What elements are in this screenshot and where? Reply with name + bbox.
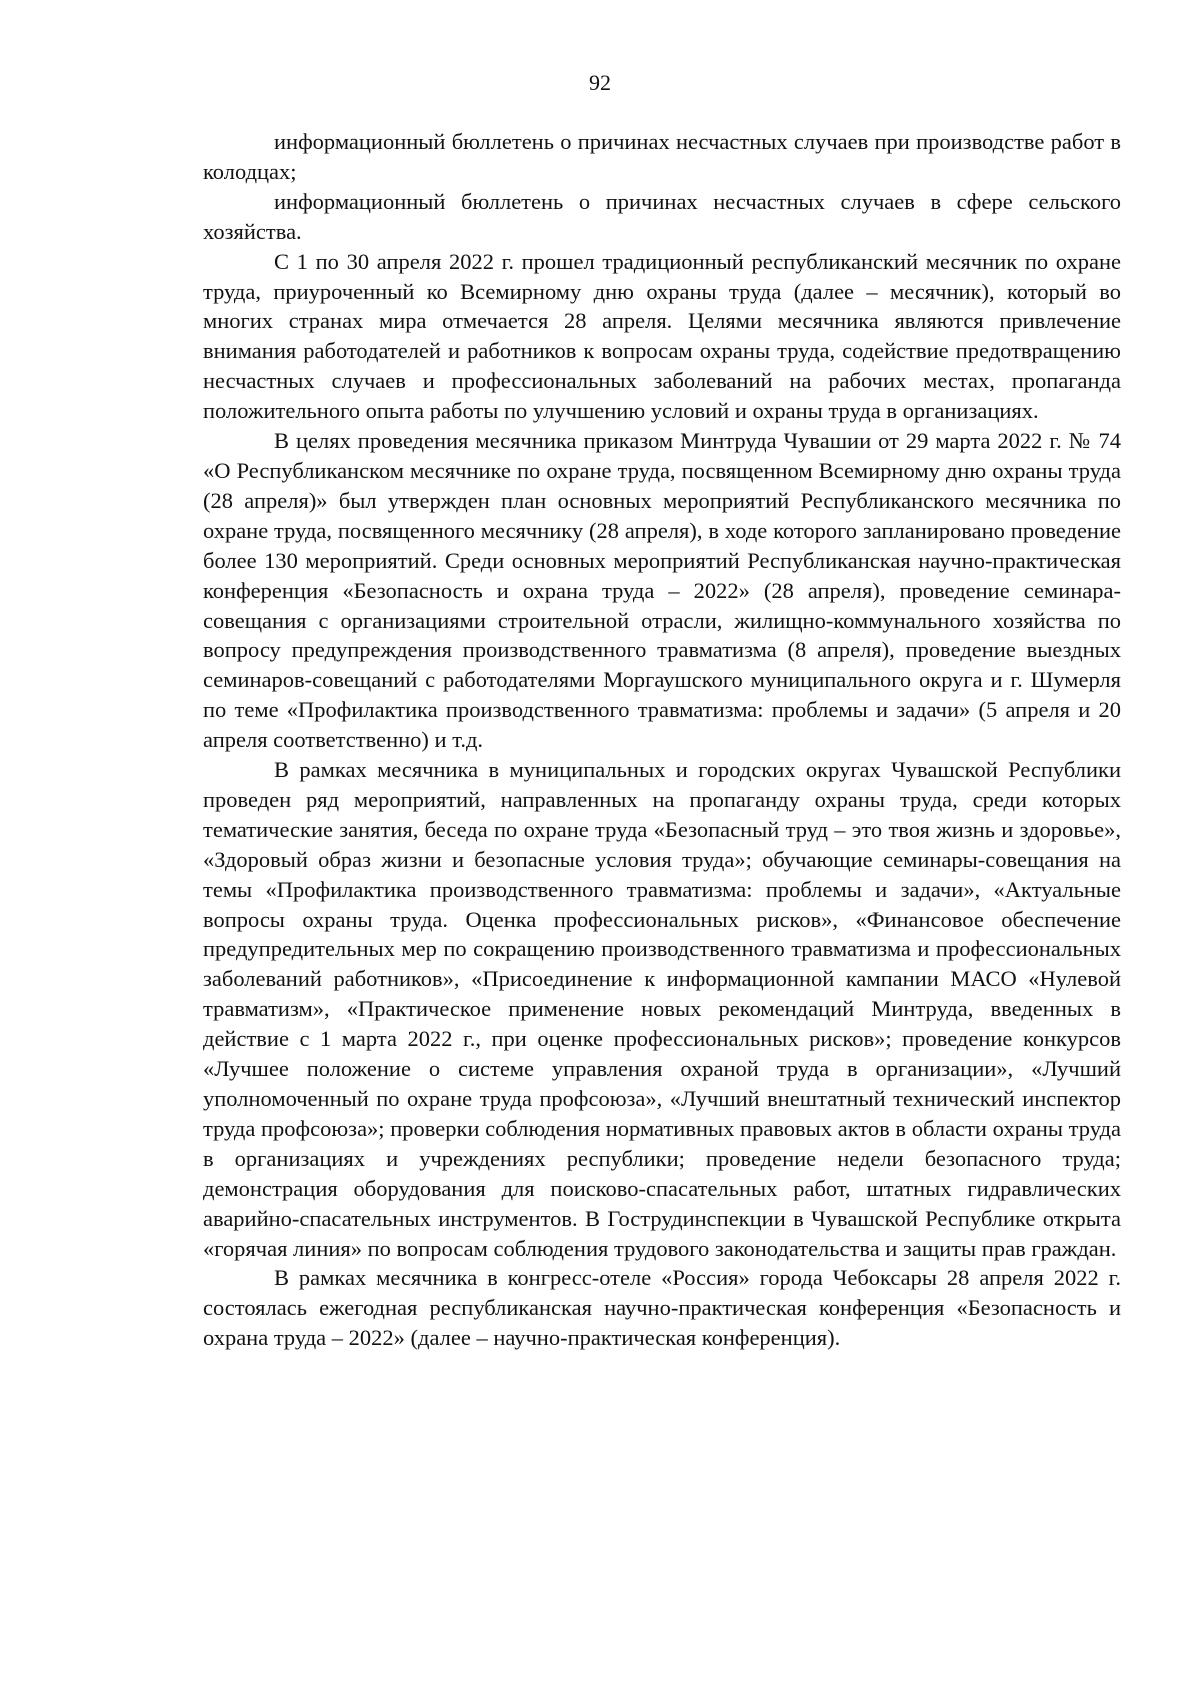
paragraph-order-plan: В целях проведения месячника приказом Минтруда Чувашии от 29 марта 2022 г. № 74 «О Республиканском месячнике по охране труда, посвященном Всемирному дню охраны труда (28 апреля)» был утвержден план основных мероприятий Республиканского месячника по охране труда, посвященного месячнику (28 апреля), в ходе которого запланировано проведение более 130 мероприятий. Среди основных мероприятий Республиканская научно-практическая конференция «Безопасность и охрана труда – 2022» (28 апреля), проведение семинара-совещания с организациями строительной отрасли, жилищно-коммунального хозяйства по вопросу предупреждения производственного травматизма (8 апреля), проведение выездных семинаров-совещаний с работодателями Моргаушского муниципального округа и г. Шумерля по теме «Профилактика производственного травматизма: проблемы и задачи» (5 апреля и 20 апреля соответственно) и т.д. [203,428,1121,753]
paragraph-bulletin-agriculture: информационный бюллетень о причинах несчастных случаев в сфере сельского хозяйства. [203,188,1121,244]
document-body [203,127,1121,1353]
paragraph-month-overview: С 1 по 30 апреля 2022 г. прошел традиционный республиканский месячник по охране труда, приуроченный ко Всемирному дню охраны труда (далее – месячник), который во многих странах мира отмечается 28 апреля. Целями месячника являются привлечение внимания работодателей и работников к вопросам охраны труда, содействие предотвращению несчастных случаев и профессиональных заболеваний на рабочих местах, пропаганда положительного опыта работы по улучшению условий и охраны труда в организациях. [203,248,1121,424]
page-number: 92 [589,70,611,95]
paragraph-municipal-events: В рамках месячника в муниципальных и городских округах Чувашской Республики проведен ряд мероприятий, направленных на пропаганду охраны труда, среди которых тематические занятия, беседа по охране труда «Безопасный труд – это твоя жизнь и здоровье», «Здоровый образ жизни и безопасные условия труда»; обучающие семинары-совещания на темы «Профилактика производственного травматизма: проблемы и задачи», «Актуальные вопросы охраны труда. Оценка профессиональных рисков», «Финансовое обеспечение предупредительных мер по сокращению производственного травматизма и профессиональных заболеваний работников», «Присоединение к информационной кампании МАСО «Нулевой травматизм», «Практическое применение новых рекомендаций Минтруда, введенных в действие с 1 марта 2022 г., при оценке профессиональных рисков»; проведение конкурсов «Лучшее положение о системе управления охраной труда в организации», «Лучший уполномоченный по охране труда профсоюза», «Лучший внештатный технический инспектор труда профсоюза»; проверки соблюдения нормативных правовых актов в области охраны труда в организациях и учреждениях республики; проведение недели безопасного труда; демонстрация оборудования для поисково-спасательных работ, штатных гидравлических аварийно-спасательных инструментов. В Гострудинспекции в Чувашской Республике открыта «горячая линия» по вопросам соблюдения трудового законодательства и защиты прав граждан. [203,757,1121,1261]
paragraph-conference: В рамках месячника в конгресс-отеле «Россия» города Чебоксары 28 апреля 2022 г. состоялась ежегодная республиканская научно-практическая конференция «Безопасность и охрана труда – 2022» (далее – научно-практическая конференция). [203,1265,1121,1351]
paragraph-bulletin-wells: информационный бюллетень о причинах несчастных случаев при производстве работ в колодцах; [203,129,1121,184]
